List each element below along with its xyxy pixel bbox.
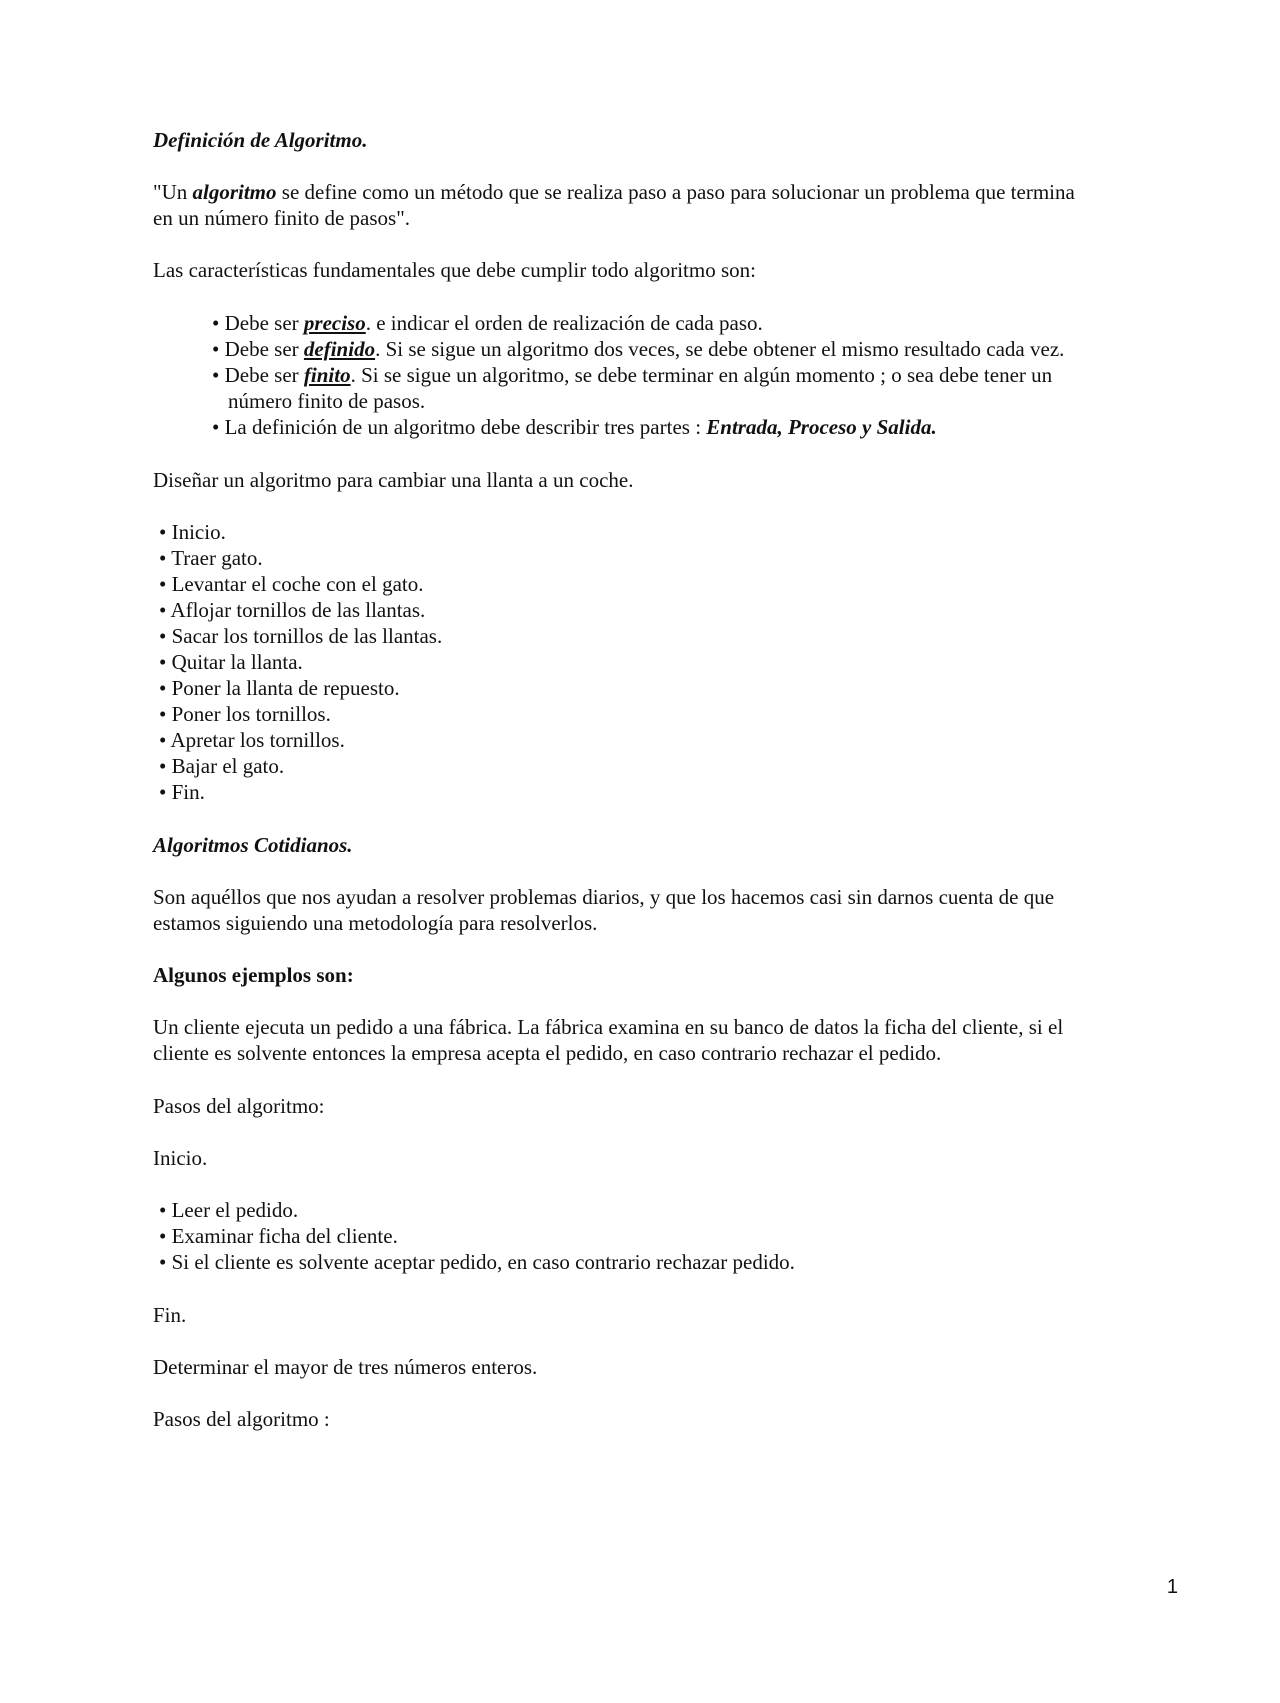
steps-label: Pasos del algoritmo:: [153, 1094, 325, 1118]
list-item: • La definición de un algoritmo debe describir tres partes : Entrada, Proceso y Salida.: [212, 415, 937, 439]
list-item: • Si el cliente es solvente aceptar pedido, en caso contrario rechazar pedido.: [159, 1250, 795, 1274]
list-item: • Aflojar tornillos de las llantas.: [159, 598, 426, 622]
example2-text-line-2: cliente es solvente entonces la empresa acepta el pedido, en caso contrario rechazar el pedido.: [153, 1041, 942, 1065]
example2-text-line-1: Un cliente ejecuta un pedido a una fábrica. La fábrica examina en su banco de datos la ficha del cliente, si el: [153, 1015, 1064, 1039]
list-item: • Debe ser finito. Si se sigue un algoritmo, se debe terminar en algún momento ; o sea debe tener un: [212, 363, 1053, 387]
list-item: • Levantar el coche con el gato.: [159, 572, 424, 596]
section2-text-line-2: estamos siguiendo una metodología para resolverlos.: [153, 911, 598, 935]
term-entrada-proceso-salida: Entrada, Proceso y Salida.: [706, 415, 937, 439]
examples-heading: Algunos ejemplos son:: [153, 963, 354, 987]
list-item: • Apretar los tornillos.: [159, 728, 345, 752]
list-item: • Inicio.: [159, 520, 226, 544]
list-item: • Debe ser preciso. e indicar el orden de realización de cada paso.: [212, 311, 763, 335]
example1-title: Diseñar un algoritmo para cambiar una llanta a un coche.: [153, 468, 634, 492]
list-item: • Bajar el gato.: [159, 754, 285, 778]
start-label: Inicio.: [153, 1146, 208, 1170]
definition-line-2: en un número finito de pasos".: [153, 206, 411, 230]
list-item: • Fin.: [159, 780, 205, 804]
definition-line-1: "Un algoritmo se define como un método que se realiza paso a paso para solucionar un problema que termina: [153, 180, 1075, 204]
steps-label-2: Pasos del algoritmo :: [153, 1407, 330, 1431]
example3-title: Determinar el mayor de tres números enteros.: [153, 1355, 538, 1379]
term-finito: finito: [303, 363, 351, 387]
list-item: • Debe ser definido. Si se sigue un algoritmo dos veces, se debe obtener el mismo resultado cada vez.: [212, 337, 1065, 361]
list-item: • Examinar ficha del cliente.: [159, 1224, 398, 1248]
term-definido: definido: [303, 337, 376, 361]
term-preciso: preciso: [303, 311, 366, 335]
end-label: Fin.: [153, 1303, 187, 1327]
list-item: • Poner la llanta de repuesto.: [159, 676, 400, 700]
list-item: • Leer el pedido.: [159, 1198, 299, 1222]
page-number: 1: [1166, 1576, 1178, 1598]
term-algoritmo: algoritmo: [192, 180, 277, 204]
list-item: • Traer gato.: [159, 546, 263, 570]
list-item-continuation: número finito de pasos.: [228, 389, 426, 413]
list-item: • Poner los tornillos.: [159, 702, 331, 726]
section-title-cotidianos: Algoritmos Cotidianos.: [153, 833, 353, 857]
section2-text-line-1: Son aquéllos que nos ayudan a resolver problemas diarios, y que los hacemos casi sin darnos cuenta de que: [153, 885, 1055, 909]
section-title-definicion: Definición de Algoritmo.: [153, 128, 368, 152]
list-item: • Quitar la llanta.: [159, 650, 303, 674]
characteristics-intro: Las características fundamentales que debe cumplir todo algoritmo son:: [153, 258, 756, 282]
list-item: • Sacar los tornillos de las llantas.: [159, 624, 443, 648]
